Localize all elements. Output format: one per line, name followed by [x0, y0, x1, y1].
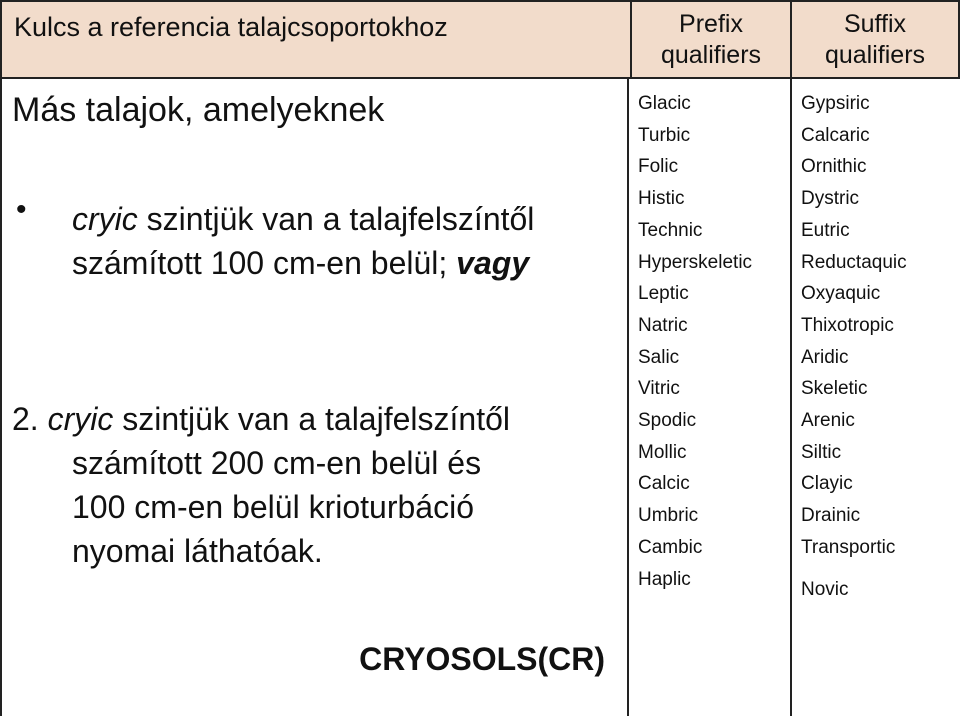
prefix-qualifier: Hyperskeletic — [638, 251, 753, 273]
suffix-qualifier: Transportic — [801, 536, 896, 558]
prefix-qualifier: Spodic — [638, 410, 697, 432]
prefix-qualifier: Glacic — [638, 93, 691, 114]
prefix-qualifier: Turbic — [638, 124, 691, 146]
criterion-2-line4: nyomai láthatóak. — [72, 533, 323, 569]
suffix-qualifier: Eutric — [801, 219, 850, 241]
prefix-qualifier: Cambic — [638, 536, 703, 558]
header-title-cell — [0, 0, 630, 79]
prefix-qualifier: Mollic — [638, 441, 687, 463]
prefix-qualifier-list — [638, 88, 752, 595]
criterion-2 — [12, 397, 622, 573]
criterion-1-connector: vagy — [456, 245, 530, 281]
suffix-qualifier: Thixotropic — [801, 314, 894, 336]
prefix-qualifier: Leptic — [638, 283, 689, 305]
criterion-2-line1: szintjük van a talajfelszíntől — [113, 401, 510, 437]
prefix-qualifier: Vitric — [638, 378, 680, 400]
suffix-qualifier: Gypsiric — [801, 93, 870, 114]
suffix-qualifier-list — [801, 88, 907, 605]
criterion-1-text: szintjük van a talajfelszíntől számított 100 cm-en belül; — [72, 201, 535, 281]
criterion-2-number: 2. — [12, 401, 39, 437]
criterion-1-term: cryic — [72, 201, 138, 237]
header-title: Kulcs a referencia talajcsoportokhoz — [14, 12, 448, 42]
prefix-qualifier: Natric — [638, 314, 688, 336]
column-divider-suffix — [790, 79, 792, 716]
suffix-qualifier: Clayic — [801, 473, 853, 495]
suffix-qualifier: Aridic — [801, 346, 849, 368]
suffix-qualifier: Skeletic — [801, 378, 868, 400]
criterion-2-line2: számított 200 cm-en belül és — [72, 445, 482, 481]
criterion-2-term: cryic — [47, 401, 114, 437]
suffix-qualifier: Drainic — [801, 505, 861, 527]
prefix-qualifier: Haplic — [638, 568, 691, 590]
suffix-qualifier: Dystric — [801, 188, 860, 210]
criterion-1 — [72, 197, 632, 285]
prefix-header: Prefix qualifiers — [630, 0, 790, 79]
prefix-qualifier: Umbric — [638, 505, 699, 527]
criteria-heading: Más talajok, amelyeknek — [12, 91, 385, 129]
suffix-header: Suffix qualifiers — [790, 0, 960, 79]
prefix-qualifier: Technic — [638, 219, 703, 241]
suffix-qualifier: Calcaric — [801, 124, 870, 146]
suffix-qualifier: Oxyaquic — [801, 283, 881, 305]
suffix-qualifier: Siltic — [801, 441, 842, 463]
suffix-qualifier: Arenic — [801, 410, 855, 432]
suffix-qualifier: Ornithic — [801, 156, 867, 178]
table-border-left — [0, 79, 2, 716]
prefix-qualifier: Salic — [638, 346, 680, 368]
criterion-2-line3: 100 cm-en belül krioturbáció — [72, 489, 474, 525]
prefix-qualifier: Folic — [638, 156, 679, 178]
prefix-qualifier: Calcic — [638, 473, 690, 495]
bullet-icon: • — [16, 193, 27, 226]
suffix-qualifier: Novic — [801, 578, 849, 600]
column-divider-prefix — [627, 79, 629, 716]
result-group: CRYOSOLS(CR) — [359, 641, 605, 677]
prefix-qualifier: Histic — [638, 188, 685, 210]
suffix-qualifier: Reductaquic — [801, 251, 907, 273]
